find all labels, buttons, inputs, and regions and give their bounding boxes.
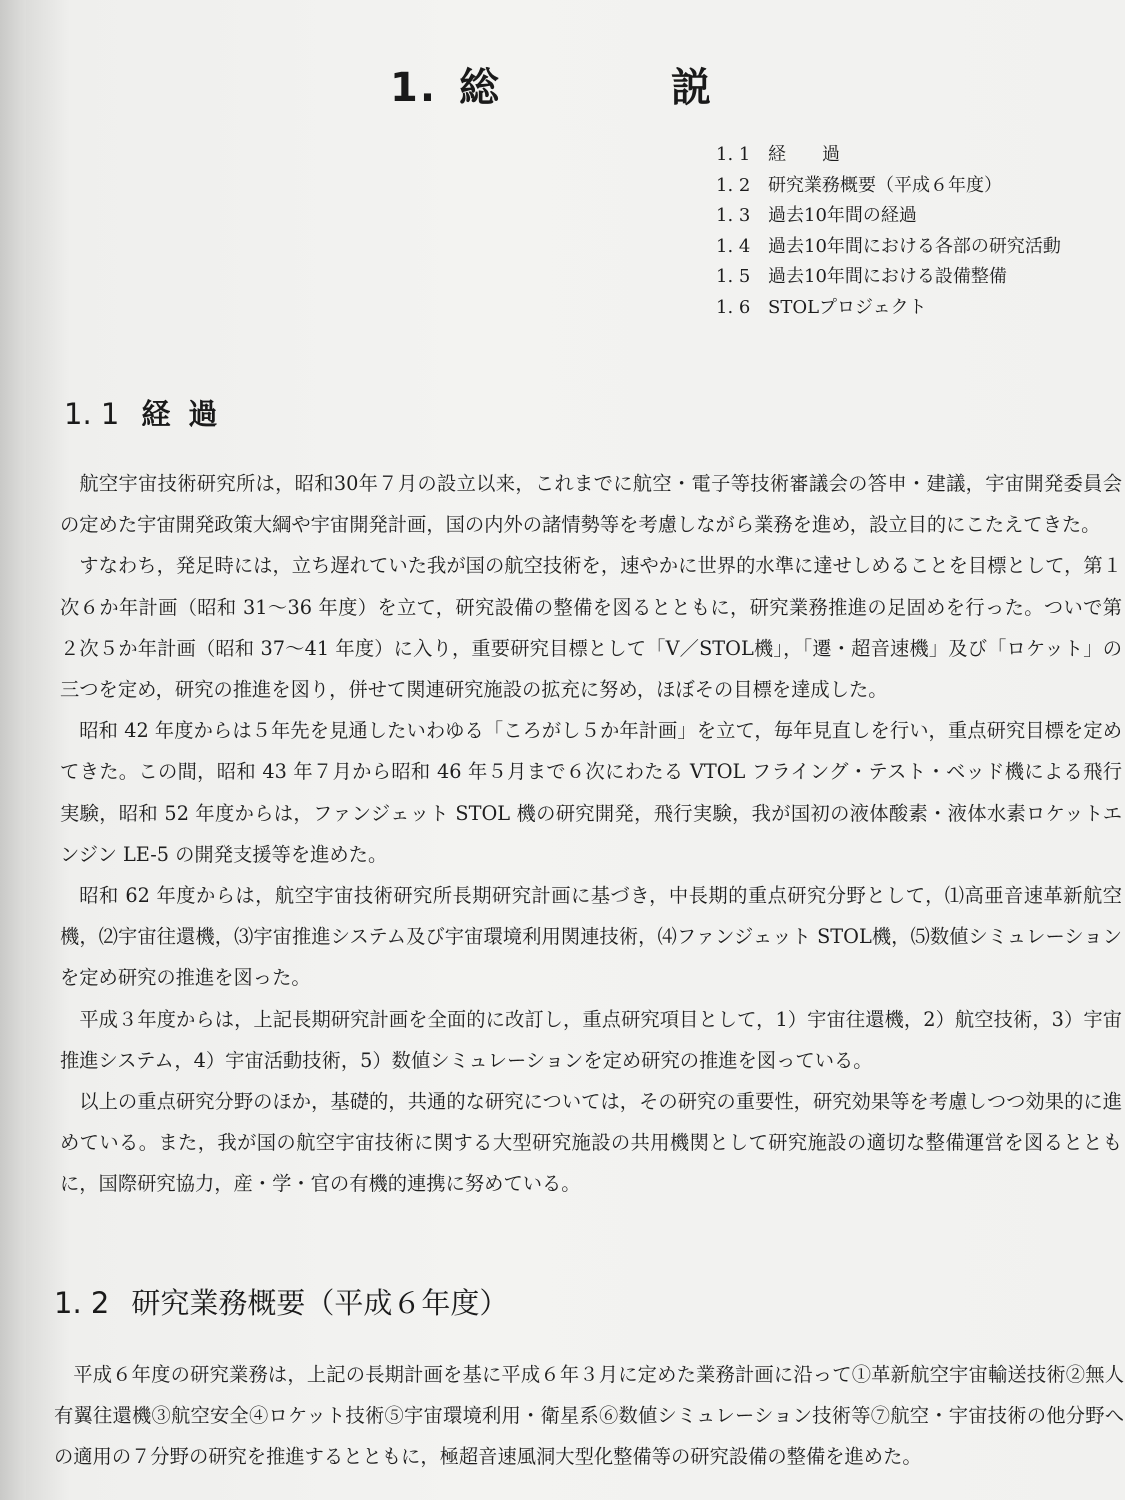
- chapter-contents-list: [716, 140, 1061, 323]
- toc-item-number: 1. 1: [716, 144, 751, 165]
- toc-item: [716, 232, 1061, 263]
- section-2-title: 研究業務概要（平成６年度）: [131, 1286, 509, 1320]
- section-2-heading: [54, 1281, 508, 1322]
- toc-item-title: 過去10年間における設備整備: [768, 266, 1007, 287]
- paragraph: 昭和 42 年度からは５年先を見通したいわゆる「ころがし５か年計画」を立て，毎年見直しを行い，重点研究目標を定めてきた。この間，昭和 43 年７月から昭和 46 年５月まで６次にわたる VTOL フライング・テスト・ベッド機による飛行実験，昭和 52 年度からは，ファンジェット STOL 機の研究開発，飛行実験，我が国初の液体酸素・液体水素ロケットエンジン LE-5 の開発支援等を進めた。: [60, 719, 1122, 866]
- toc-item: [716, 171, 1061, 202]
- chapter-title-char-1: 総: [459, 65, 502, 111]
- section-1-heading: [64, 392, 235, 433]
- chapter-title-char-2: 説: [671, 65, 714, 111]
- paragraph: 以上の重点研究分野のほか，基礎的，共通的な研究については，その研究の重要性，研究効果等を考慮しつつ効果的に進めている。また，我が国の航空宇宙技術に関する大型研究施設の共用機関として研究施設の適切な整備運営を図るとともに，国際研究協力，産・学・官の有機的連携に努めている。: [60, 1090, 1122, 1196]
- section-1-body: [60, 463, 1122, 1205]
- paragraph: 平成６年度の研究業務は，上記の長期計画を基に平成６年３月に定めた業務計画に沿って①革新航空宇宙輸送技術②無人有翼往還機③航空安全④ロケット技術⑤宇宙環境利用・衛星系⑥数値シミュレーション技術等⑦航空・宇宙技術の他分野への適用の７分野の研究を推進するとともに，極超音速風洞大型化整備等の研究設備の整備を進めた。: [54, 1363, 1124, 1469]
- toc-item-number: 1. 5: [716, 266, 751, 287]
- section-2-number: 1. 2: [54, 1286, 110, 1320]
- page-gutter-shadow: [0, 0, 26, 1500]
- toc-item: [716, 262, 1061, 293]
- toc-item-title: 過去10年間における各部の研究活動: [768, 235, 1061, 257]
- section-2-body: [54, 1354, 1124, 1478]
- toc-item-number: 1. 2: [716, 174, 751, 196]
- document-page: [26, 0, 1125, 1500]
- paragraph: すなわち，発足時には，立ち遅れていた我が国の航空技術を，速やかに世界的水準に達せしめることを目標として，第１次６か年計画（昭和 31〜36 年度）を立て，研究設備の整備を図るとともに，研究業務推進の足固めを行った。ついで第２次５か年計画（昭和 37〜41 年度）に入り，重要研究目標として「V／STOL機」，「遷・超音速機」及び「ロケット」の三つを定め，研究の推進を図り，併せて関連研究施設の拡充に努め，ほぼその目標を達成した。: [60, 554, 1122, 702]
- section-1-number: 1. 1: [64, 397, 120, 431]
- section-1-title: 経過: [141, 397, 236, 431]
- toc-item-title: 研究業務概要（平成６年度）: [768, 174, 1002, 196]
- chapter-title: [390, 56, 713, 113]
- toc-item-number: 1. 4: [716, 235, 751, 257]
- toc-item-title: 過去10年間の経過: [768, 205, 917, 226]
- chapter-number: 1.: [390, 65, 438, 111]
- toc-item-title: 経 過: [768, 144, 840, 165]
- toc-item-number: 1. 3: [716, 205, 751, 226]
- toc-item: [716, 293, 1061, 324]
- toc-item-number: 1. 6: [716, 296, 751, 318]
- toc-item: [716, 140, 1061, 171]
- toc-item-title: STOLプロジェクト: [768, 296, 927, 318]
- paragraph: 平成３年度からは，上記長期研究計画を全面的に改訂し，重点研究項目として，1）宇宙往還機，2）航空技術，3）宇宙推進システム，4）宇宙活動技術，5）数値シミュレーションを定め研究の推進を図っている。: [60, 1007, 1122, 1072]
- toc-item: [716, 201, 1061, 232]
- paragraph: 昭和 62 年度からは，航空宇宙技術研究所長期研究計画に基づき，中長期的重点研究分野として，⑴高亜音速革新航空機，⑵宇宙往還機，⑶宇宙推進システム及び宇宙環境利用関連技術，⑷ファンジェット STOL機，⑸数値シミュレーションを定め研究の推進を図った。: [60, 884, 1122, 990]
- paragraph: 航空宇宙技術研究所は，昭和30年７月の設立以来，これまでに航空・電子等技術審議会の答申・建議，宇宙開発委員会の定めた宇宙開発政策大綱や宇宙開発計画，国の内外の諸情勢等を考慮しながら業務を進め，設立目的にこたえてきた。: [60, 472, 1122, 537]
